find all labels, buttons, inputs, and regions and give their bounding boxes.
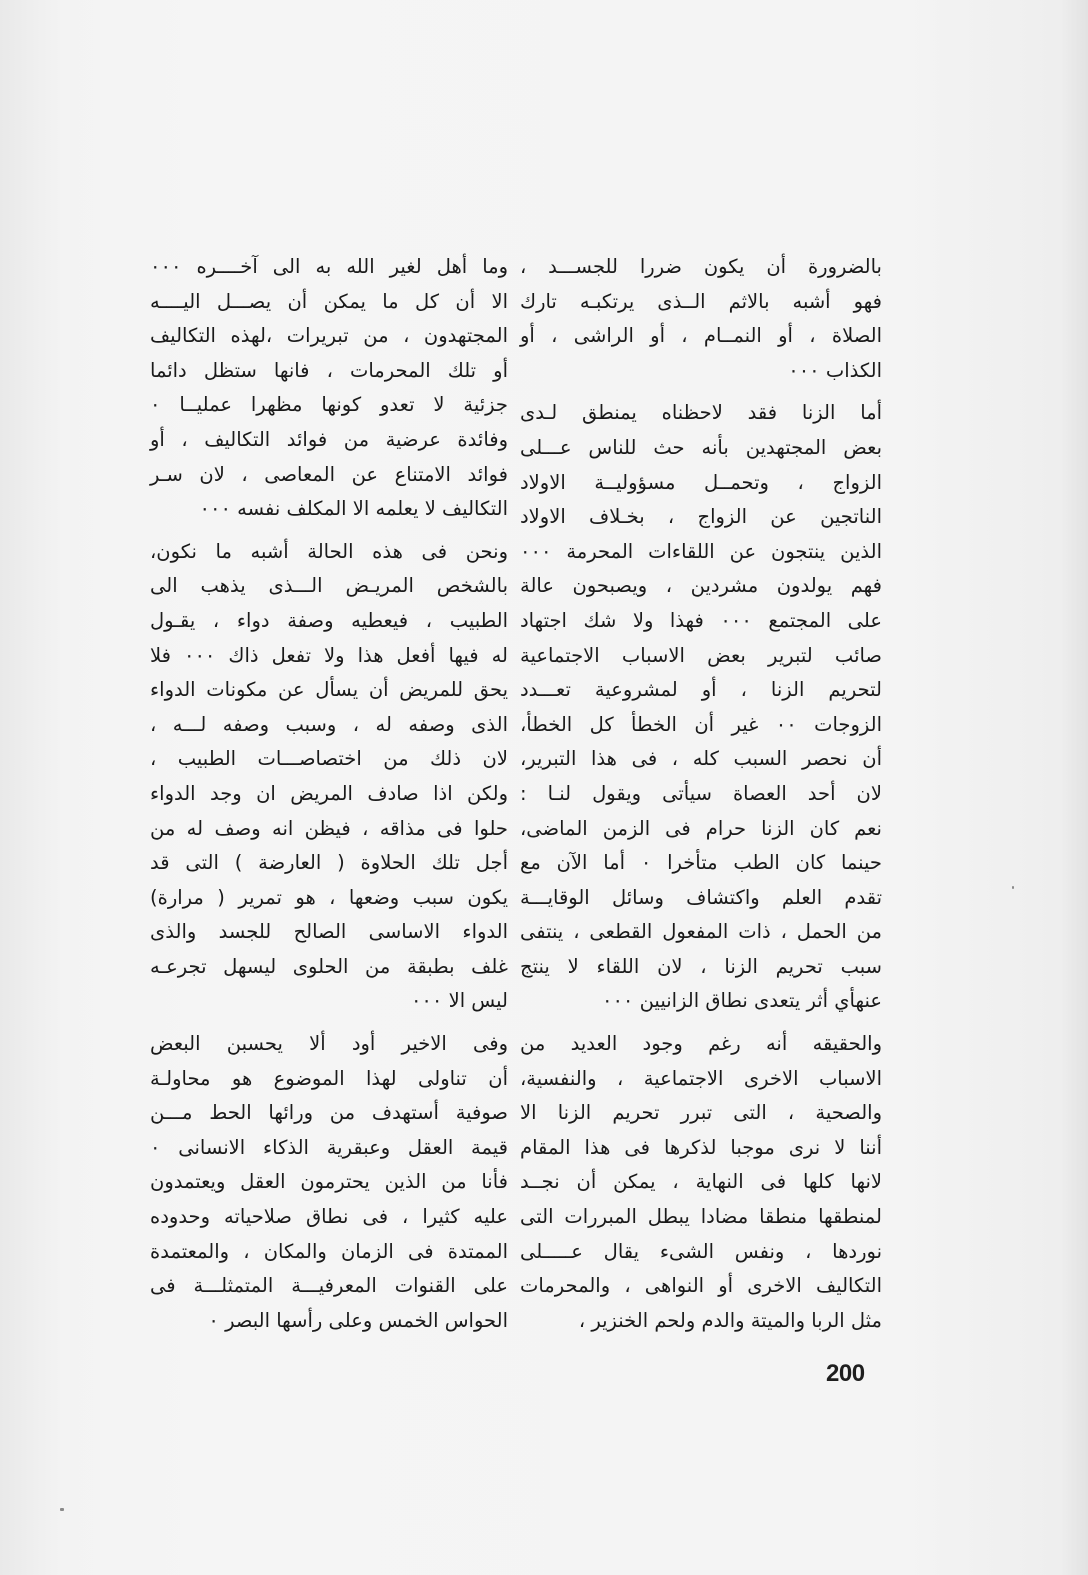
scan-speck xyxy=(1012,886,1014,889)
text-line: الزواج ، وتحمــل مسؤوليــة الاولاد xyxy=(520,470,882,494)
text-line: الا أن كل ما يمكن أن يصـــل اليــــه xyxy=(150,289,508,313)
text-line: فأنا من الذين يحترمون العقل ويعتمدون xyxy=(150,1170,508,1194)
right-text-column xyxy=(520,250,882,1346)
text-line: قيمة العقل وعبقرية الذكاء الانسانى ٠ xyxy=(150,1135,508,1159)
text-line: لان أحد العصاة سيأتى ويقول لنـا : xyxy=(520,781,882,805)
text-line: الذين ينتجون عن اللقاءات المحرمة ٠٠٠ xyxy=(520,539,882,563)
text-line: لتحريم الزنا ، أو لمشروعية تعـــدد xyxy=(520,678,882,702)
text-line: فهو أشبه بالاثم الــذى يرتكبـه تارك xyxy=(520,289,882,313)
text-line: حينما كان الطب متأخرا ٠ أما الآن مع xyxy=(520,851,882,875)
text-line: حلوا فى مذاقه ، فيظن انه وصف له من xyxy=(150,816,508,840)
text-line: عنهأي أثر يتعدى نطاق الزانيين ٠٠٠ xyxy=(601,989,882,1013)
paragraph xyxy=(150,250,508,527)
text-line: الطبيب ، فيعطيه وصفة دواء ، يقـول xyxy=(150,608,508,632)
text-line: بعض المجتهدين بأنه حث للناس عـــلى xyxy=(520,435,882,459)
text-line: أما الزنا فقد لاحظناه يمنطق لـدى xyxy=(520,401,882,425)
text-line: أن تناولى لهذا الموضوع هو محاولـة xyxy=(150,1066,508,1090)
text-line: ولكن اذا صادف المريض ان وجد الدواء xyxy=(150,781,508,805)
text-line: المجتهدون ، من تبريرات ،لهذه التكاليف xyxy=(150,324,508,348)
text-line: صائب لتبرير بعض الاسباب الاجتماعية xyxy=(520,643,882,667)
text-line: لانها كلها فى النهاية ، يمكن أن نجــد xyxy=(520,1170,882,1194)
text-line: الاسباب الاخرى الاجتماعية ، والنفسية، xyxy=(520,1066,882,1090)
scan-speck xyxy=(60,1508,64,1511)
text-line: الذى وصفه له ، وسبب وصفه لـــه ، xyxy=(150,712,508,736)
text-line: عليه كثيرا ، فى نطاق صلاحياته وحدوده xyxy=(150,1205,508,1229)
text-line: تقدم العلم واكتشاف وسائل الوقايـــة xyxy=(520,885,882,909)
text-line: والحقيقه أنه رغم وجود العديد من xyxy=(520,1032,882,1056)
text-line: أجل تلك الحلاوة ( العارضة ) التى قد xyxy=(150,851,508,875)
text-line: نوردها ، ونفس الشىء يقال عـــــلى xyxy=(520,1239,882,1263)
text-line: التكاليف لا يعلمه الا المكلف نفسه ٠٠٠ xyxy=(199,497,508,521)
text-line: وفى الاخير أود ألا يحسبن البعض xyxy=(150,1032,508,1056)
text-line: نعم كان الزنا حرام فى الزمن الماضى، xyxy=(520,816,882,840)
text-line: من الحمل ، ذات المفعول القطعى ، ينتفى xyxy=(520,920,882,944)
text-line: أو تلك المحرمات ، فانها ستظل دائما xyxy=(150,358,508,382)
text-line: الناتجين عن الزواج ، بخـلاف الاولاد xyxy=(520,505,882,529)
text-line: على المجتمع ٠٠٠ فهذا ولا شك اجتهاد xyxy=(520,608,883,632)
paragraph xyxy=(150,1027,508,1338)
text-line: جزئية لا تعدو كونها مظهرا عمليــا ٠ xyxy=(150,393,508,417)
text-line: الزوجات ٠٠ غير أن الخطأ كل الخطأ، xyxy=(520,712,883,736)
left-text-column xyxy=(150,250,508,1346)
text-line: الممتدة فى الزمان والمكان ، والمعتمدة xyxy=(150,1239,508,1263)
text-line: الدواء الاساسى الصالح للجسد والذى xyxy=(150,920,508,944)
text-line: التكاليف الاخرى أو النواهى ، والمحرمات xyxy=(520,1274,882,1298)
paragraph xyxy=(520,250,882,388)
text-line: سبب تحريم الزنا ، لان اللقاء لا ينتج xyxy=(520,954,882,978)
text-line: لان ذلك من اختصاصـــات الطبيب ، xyxy=(150,747,508,771)
paragraph xyxy=(150,535,508,1019)
text-line: مثل الربا والميتة والدم ولحم الخنزير ، xyxy=(578,1308,882,1332)
text-line: على القنوات المعرفيـــة المتمثلـــة فى xyxy=(150,1274,508,1298)
page-number: 200 xyxy=(826,1360,865,1387)
text-line: بالشخص المريـض الـــذى يذهب الى xyxy=(150,574,508,598)
text-line: وما أهل لغير الله به الى آخــــره ٠٠٠ xyxy=(150,255,508,278)
text-line: له فيها أفعل هذا ولا تفعل ذاك ٠٠٠ فلا xyxy=(150,643,509,667)
text-line: والصحية ، التى تبرر تحريم الزنا الا xyxy=(520,1101,882,1125)
text-line: وفائدة عرضية من فوائد التكاليف ، أو xyxy=(150,427,508,451)
text-line: يحق للمريض أن يسأل عن مكونات الدواء xyxy=(150,678,508,702)
text-line: ليس الا ٠٠٠ xyxy=(410,989,508,1013)
text-line: فهم يولدون مشردين ، ويصبحون عالة xyxy=(520,574,882,598)
text-line: بالضرورة أن يكون ضررا للجســـد ، xyxy=(520,255,882,278)
text-line: صوفية أستهدف من ورائها الحط مـــن xyxy=(150,1101,508,1125)
paragraph xyxy=(520,396,882,1019)
text-line: أن نحصر السبب كله ، فى هذا التبرير، xyxy=(520,747,882,771)
text-line: الكذاب ٠٠٠ xyxy=(788,358,882,382)
paragraph xyxy=(520,1027,882,1338)
text-line: غلف بطبقة من الحلوى ليسهل تجرعـه xyxy=(150,954,508,978)
text-line: لمنطقها منطقا مضادا يبطل المبررات التى xyxy=(520,1205,882,1229)
text-line: الصلاة ، أو النمــام ، أو الراشى ، أو xyxy=(520,324,882,348)
text-line: فوائد الامتناع عن المعاصى ، لان سـر xyxy=(150,462,508,486)
text-line: ونحن فى هذه الحالة أشبه ما نكون، xyxy=(150,539,508,563)
text-line: يكون سبب وضعها ، هو تمرير ( مرارة) xyxy=(150,885,508,909)
text-line: الحواس الخمس وعلى رأسها البصر ٠ xyxy=(208,1308,508,1332)
text-line: أننا لا نرى موجبا لذكرها فى هذا المقام xyxy=(520,1135,882,1159)
